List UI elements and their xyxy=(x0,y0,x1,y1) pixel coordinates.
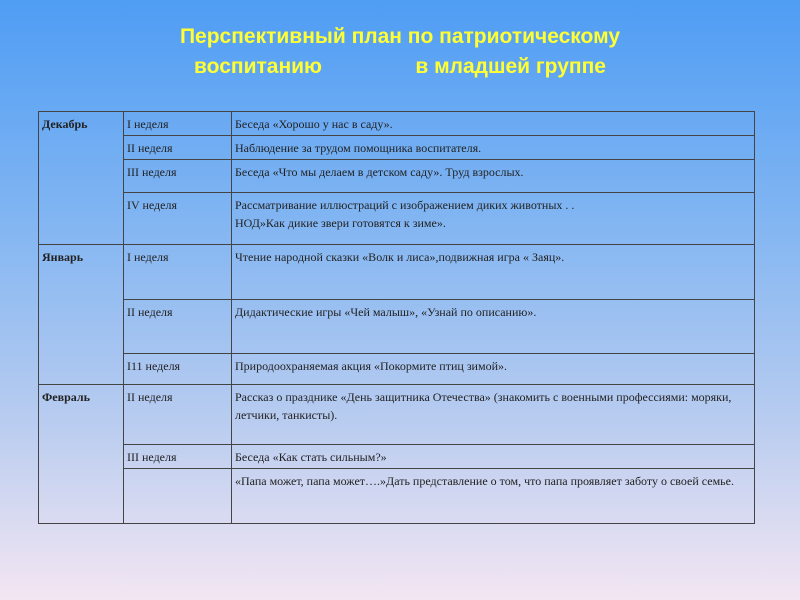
month-cell: Декабрь xyxy=(39,112,124,245)
table-row xyxy=(39,385,755,445)
activity-cell: Дидактические игры «Чей малыш», «Узнай по описанию». xyxy=(232,300,755,354)
table-row xyxy=(39,445,755,469)
table-row xyxy=(39,300,755,354)
week-cell: IV неделя xyxy=(124,193,232,245)
month-cell: Январь xyxy=(39,245,124,385)
week-cell: III неделя xyxy=(124,160,232,193)
title-line-1: Перспективный план по патриотическому xyxy=(179,25,621,48)
table-row xyxy=(39,160,755,193)
activity-cell: Рассказ о празднике «День защитника Отечества» (знакомить с военными профессиями: моряки, летчики, танкисты). xyxy=(232,385,755,445)
activity-cell: Природоохраняемая акция «Покормите птиц зимой». xyxy=(232,354,755,385)
activity-cell: Рассматривание иллюстраций с изображением диких животных . . НОД»Как дикие звери готовятся к зиме». xyxy=(232,193,755,245)
table-row xyxy=(39,136,755,160)
table-row xyxy=(39,112,755,136)
slide-title xyxy=(0,22,800,82)
month-cell: Февраль xyxy=(39,385,124,524)
week-cell: I неделя xyxy=(124,112,232,136)
activity-cell: Беседа «Как стать сильным?» xyxy=(232,445,755,469)
week-cell: II неделя xyxy=(124,300,232,354)
table-row xyxy=(39,354,755,385)
plan-table xyxy=(38,111,755,524)
activity-cell: Беседа «Хорошо у нас в саду». xyxy=(232,112,755,136)
table-row xyxy=(39,469,755,524)
activity-cell: Беседа «Что мы делаем в детском саду». Труд взрослых. xyxy=(232,160,755,193)
week-cell: II неделя xyxy=(124,385,232,445)
activity-cell: Чтение народной сказки «Волк и лиса»,подвижная игра « Заяц». xyxy=(232,245,755,300)
table-row xyxy=(39,245,755,300)
week-cell: III неделя xyxy=(124,445,232,469)
activity-cell: «Папа может, папа может….»Дать представление о том, что папа проявляет заботу о своей семье. xyxy=(232,469,755,524)
week-cell xyxy=(124,469,232,524)
week-cell: I11 неделя xyxy=(124,354,232,385)
week-cell: I неделя xyxy=(124,245,232,300)
activity-cell: Наблюдение за трудом помощника воспитателя. xyxy=(232,136,755,160)
table-row xyxy=(39,193,755,245)
title-line-2: воспитанию в младшей группе xyxy=(194,55,606,78)
week-cell: II неделя xyxy=(124,136,232,160)
